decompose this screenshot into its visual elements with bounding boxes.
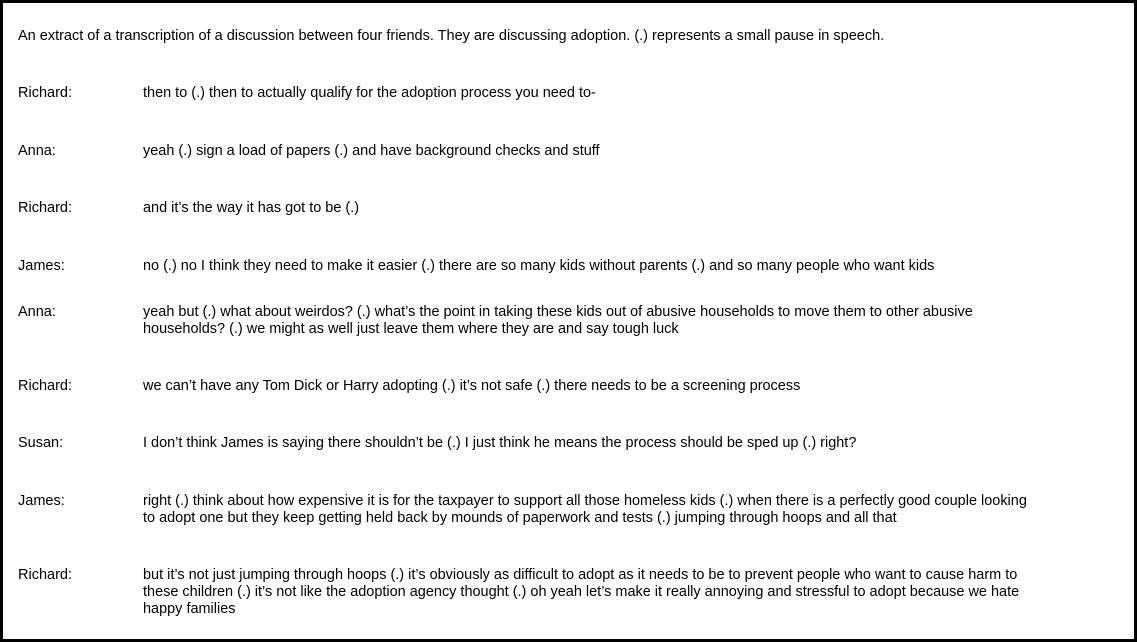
utterance-line: we can’t have any Tom Dick or Harry adopting (.) it’s not safe (.) there needs to be a screening process — [143, 378, 801, 394]
utterance — [143, 567, 1128, 618]
utterance — [143, 493, 1128, 527]
utterance — [143, 378, 1128, 395]
utterance-line: happy families — [143, 601, 236, 617]
utterance-line: then to (.) then to actually qualify for the adoption process you need to- — [143, 85, 596, 101]
utterance-line: to adopt one but they keep getting held back by mounds of paperwork and tests (.) jumping through hoops and all that — [143, 510, 897, 526]
utterance-line: but it’s not just jumping through hoops (.) it’s obviously as difficult to adopt as it needs to be to prevent people who want to cause harm to — [143, 567, 1018, 583]
speaker-name: Richard: — [18, 85, 72, 101]
utterance — [143, 258, 1128, 275]
utterance-line: yeah but (.) what about weirdos? (.) what’s the point in taking these kids out of abusive households to move them to other abusive — [143, 304, 973, 320]
speaker-name: James: — [18, 258, 65, 274]
transcript-intro: An extract of a transcription of a discussion between four friends. They are discussing adoption. (.) represents a small pause in speech. — [18, 28, 885, 44]
speaker-name: Richard: — [18, 200, 72, 216]
utterance-line: right (.) think about how expensive it is for the taxpayer to support all those homeless kids (.) when there is a perfectly good couple looking — [143, 493, 1027, 509]
speaker-name: Anna: — [18, 143, 56, 159]
utterance — [143, 304, 1128, 338]
utterance — [143, 143, 1128, 160]
speaker-name: Richard: — [18, 567, 72, 583]
utterance-line: no (.) no I think they need to make it easier (.) there are so many kids without parents (.) and so many people who want kids — [143, 258, 935, 274]
utterance — [143, 200, 1128, 217]
utterance-line: I don’t think James is saying there shouldn’t be (.) I just think he means the process should be sped up (.) right? — [143, 435, 857, 451]
utterance — [143, 85, 1128, 102]
utterance — [143, 435, 1128, 452]
utterance-line: and it’s the way it has got to be (.) — [143, 200, 360, 216]
utterance-line: these children (.) it’s not like the adoption agency thought (.) oh yeah let’s make it really annoying and stressful to adopt because we hate — [143, 584, 1020, 600]
speaker-name: Richard: — [18, 378, 72, 394]
speaker-name: Susan: — [18, 435, 64, 451]
utterance-line: yeah (.) sign a load of papers (.) and have background checks and stuff — [143, 143, 600, 159]
speaker-name: Anna: — [18, 304, 56, 320]
speaker-name: James: — [18, 493, 65, 509]
utterance-line: households? (.) we might as well just leave them where they are and say tough luck — [143, 321, 679, 337]
